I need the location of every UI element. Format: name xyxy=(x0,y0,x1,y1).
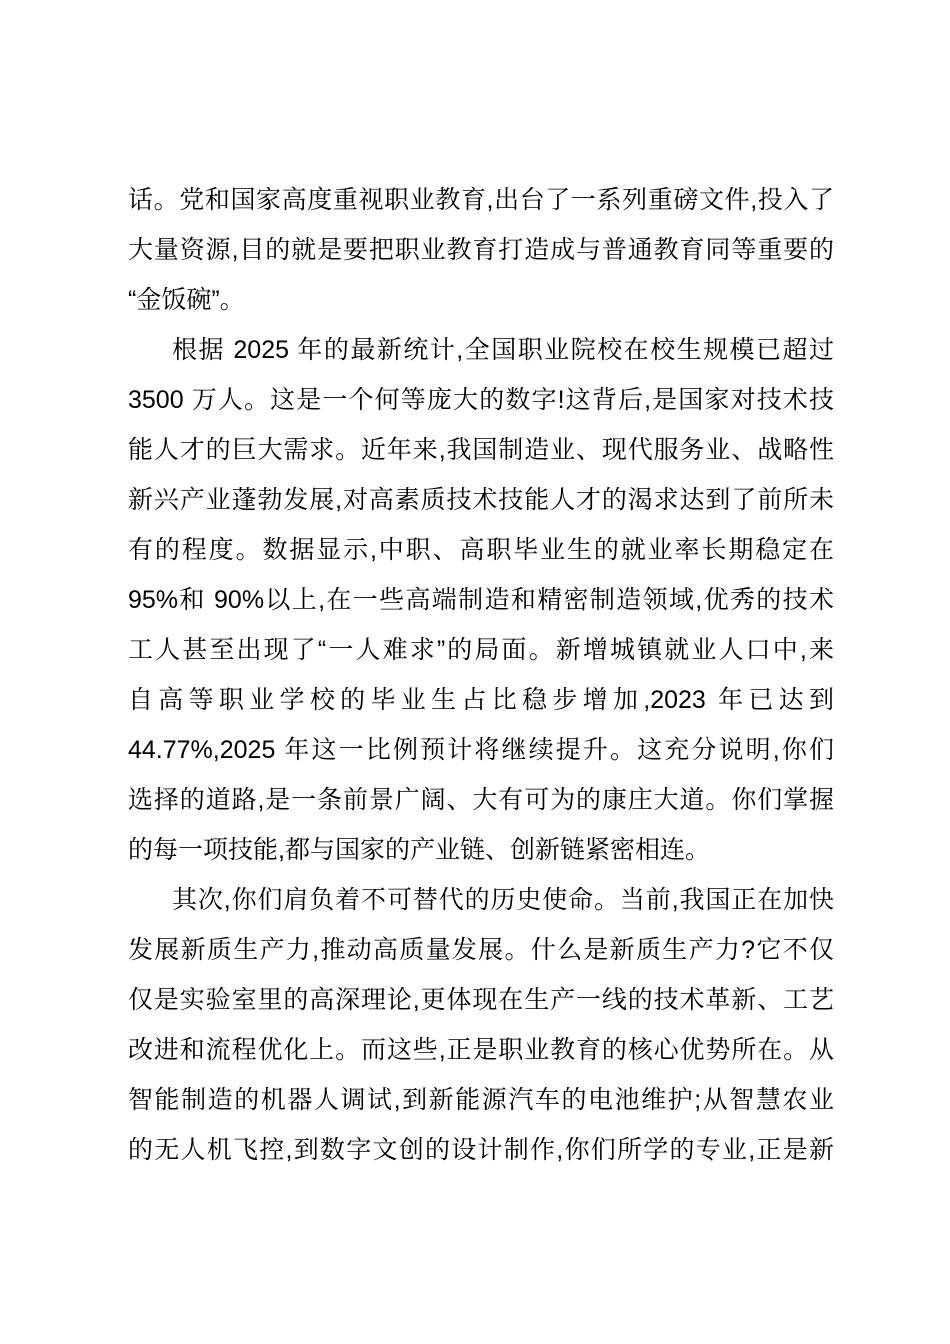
text-line: 95%和 90%以上,在一些高端制造和精密制造领域,优秀的技术 xyxy=(128,586,834,614)
text-line: 改进和流程优化上。而这些,正是职业教育的核心优势所在。从 xyxy=(128,1036,834,1064)
text-line: 有的程度。数据显示,中职、高职毕业生的就业率长期稳定在 xyxy=(128,536,834,564)
text-line: 3500 万人。这是一个何等庞大的数字!这背后,是国家对技术技 xyxy=(128,386,834,414)
text-line: 话。党和国家高度重视职业教育,出台了一系列重磅文件,投入了 xyxy=(128,186,834,214)
text-line: 自高等职业学校的毕业生占比稳步增加,2023 年已达到 xyxy=(128,686,834,714)
text-line: 发展新质生产力,推动高质量发展。什么是新质生产力?它不仅 xyxy=(128,936,834,964)
text-line: 大量资源,目的就是要把职业教育打造成与普通教育同等重要的 xyxy=(128,236,834,264)
text-line: 根据 2025 年的最新统计,全国职业院校在校生规模已超过 xyxy=(172,336,834,364)
paragraph-3 xyxy=(128,875,834,1175)
document-text-block xyxy=(128,175,834,1175)
text-line: 其次,你们肩负着不可替代的历史使命。当前,我国正在加快 xyxy=(172,886,834,914)
text-line: 工人甚至出现了“一人难求”的局面。新增城镇就业人口中,来 xyxy=(128,636,834,664)
text-line: 新兴产业蓬勃发展,对高素质技术技能人才的渴求达到了前所未 xyxy=(128,486,834,514)
text-line: 仅是实验室里的高深理论,更体现在生产一线的技术革新、工艺 xyxy=(128,986,834,1014)
text-line: 智能制造的机器人调试,到新能源汽车的电池维护;从智慧农业 xyxy=(128,1086,834,1114)
text-line: 能人才的巨大需求。近年来,我国制造业、现代服务业、战略性 xyxy=(128,436,834,464)
paragraph-2 xyxy=(128,325,834,875)
text-line: 的每一项技能,都与国家的产业链、创新链紧密相连。 xyxy=(128,836,710,864)
text-line: “金饭碗”。 xyxy=(128,286,245,314)
text-line: 的无人机飞控,到数字文创的设计制作,你们所学的专业,正是新 xyxy=(128,1136,834,1164)
text-line: 44.77%,2025 年这一比例预计将继续提升。这充分说明,你们 xyxy=(128,736,834,764)
paragraph-1 xyxy=(128,175,834,325)
text-line: 选择的道路,是一条前景广阔、大有可为的康庄大道。你们掌握 xyxy=(128,786,834,814)
